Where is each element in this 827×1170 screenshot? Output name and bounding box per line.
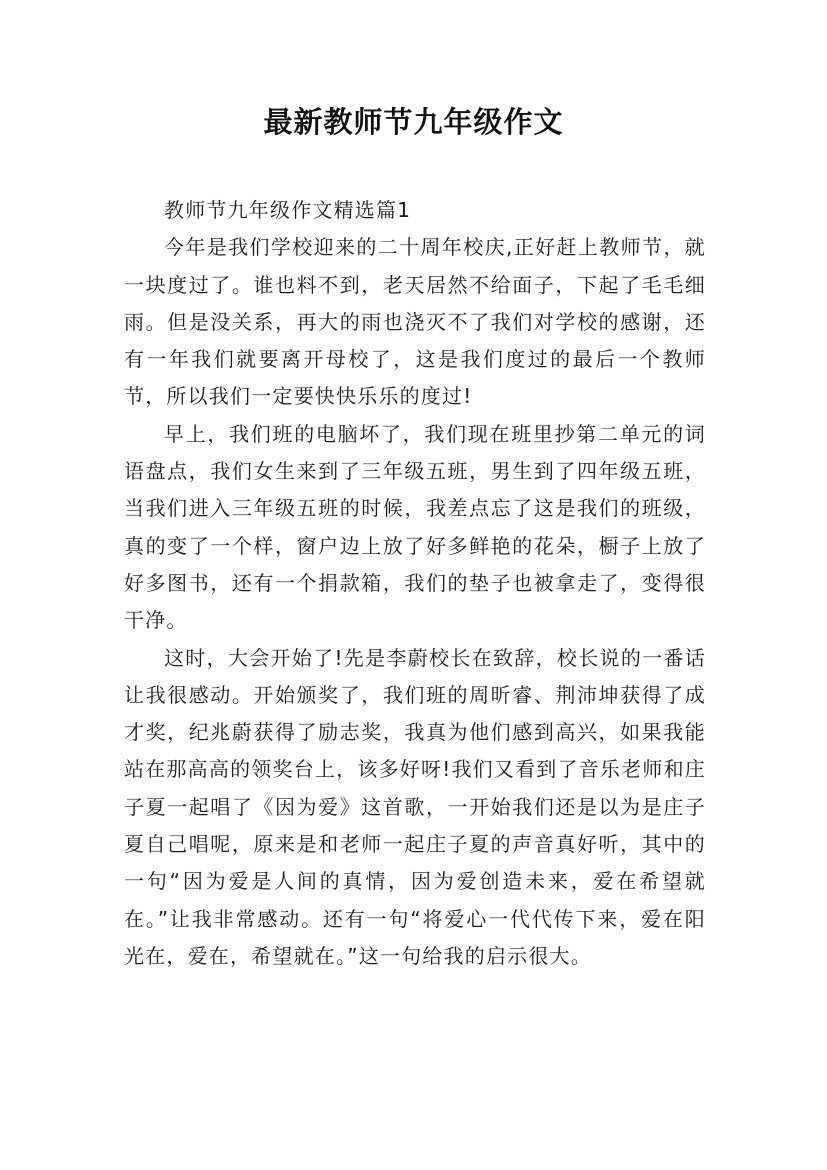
paragraph-1: 今年是我们学校迎来的二十周年校庆,正好赶上教师节，就一块度过了。谁也料不到，老天居然不给面子，下起了毛毛细雨。但是没关系，再大的雨也浇灭不了我们对学校的感谢，还有一年我们就要离开母校了，这是我们度过的最后一个教师节，所以我们一定要快快乐乐的度过! — [124, 235, 706, 409]
section-heading: 教师节九年级作文精选篇1 — [164, 198, 412, 222]
paragraph-3: 这时，大会开始了!先是李蔚校长在致辞，校长说的一番话让我很感动。开始颁奖了，我们班的周昕睿、荆沛坤获得了成才奖，纪兆蔚获得了励志奖，我真为他们感到高兴，如果我能站在那高高的领奖台上，该多好呀!我们又看到了音乐老师和庄子夏一起唱了《因为爱》这首歌，一开始我们还是以为是庄子夏自己唱呢，原来是和老师一起庄子夏的声音真好听，其中的一句“因为爱是人间的真情，因为爱创造未来，爱在希望就在。”让我非常感动。还有一句“将爱心一代代传下来，爱在阳光在，爱在，希望就在。”这一句给我的启示很大。 — [124, 645, 706, 968]
document-body — [124, 192, 706, 975]
paragraph-2: 早上，我们班的电脑坏了，我们现在班里抄第二单元的词语盘点，我们女生来到了三年级五班，男生到了四年级五班，当我们进入三年级五班的时候，我差点忘了这是我们的班级，真的变了一个样，窗户边上放了好多鲜艳的花朵，橱子上放了好多图书，还有一个捐款箱，我们的垫子也被拿走了，变得很干净。 — [124, 421, 706, 633]
document-title: 最新教师节九年级作文 — [263, 105, 564, 139]
